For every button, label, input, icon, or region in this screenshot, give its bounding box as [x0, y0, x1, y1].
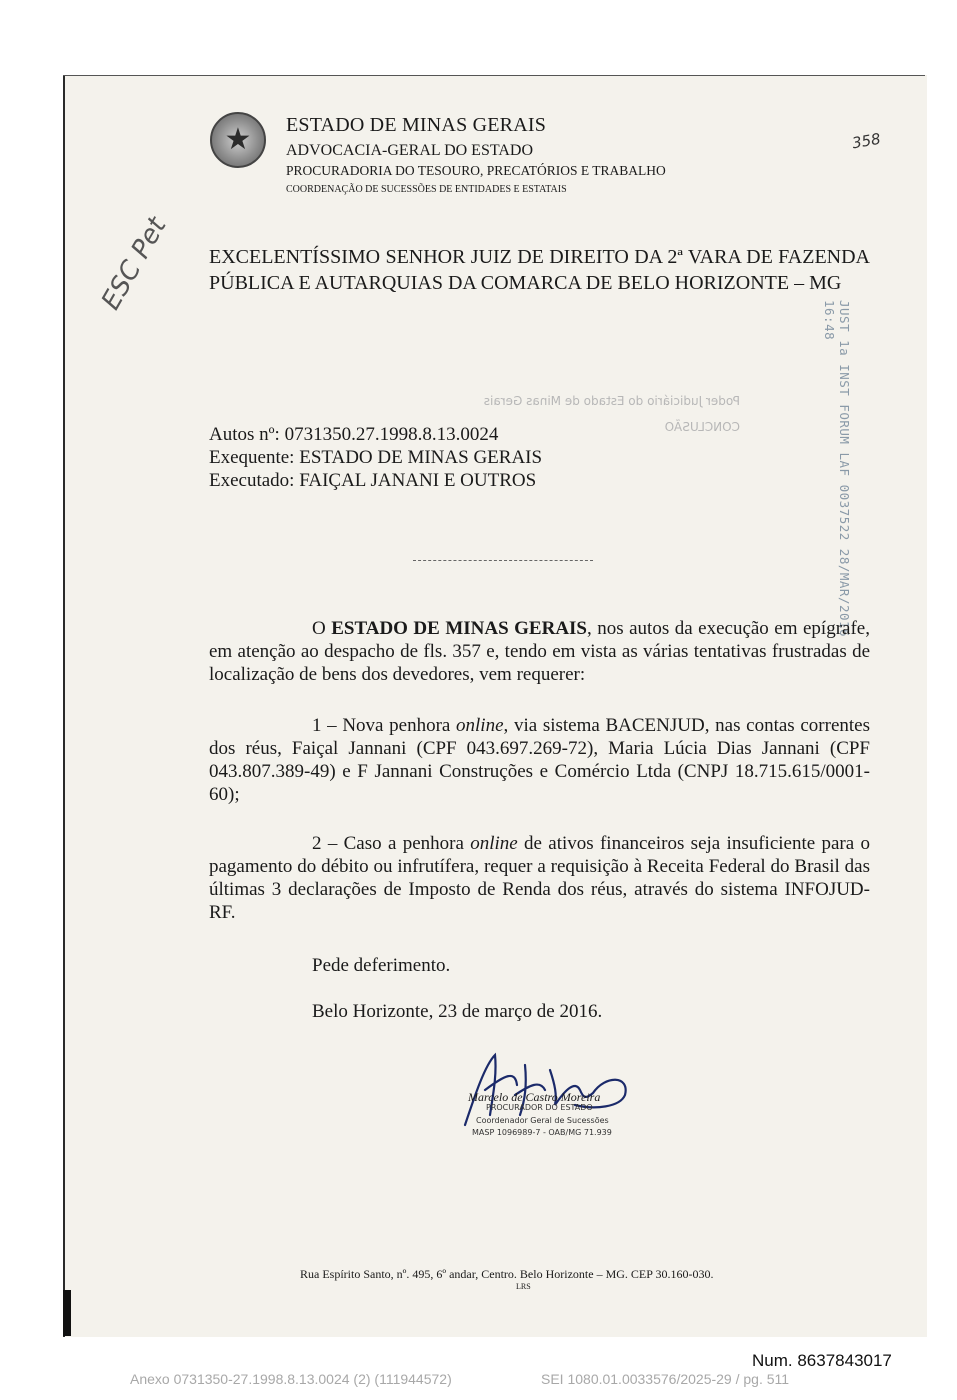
- case-number: Autos nº: 0731350.27.1998.8.13.0024: [209, 424, 499, 445]
- p1-bold: ESTADO DE MINAS GERAIS: [331, 618, 587, 639]
- header-state: ESTADO DE MINAS GERAIS: [286, 114, 547, 136]
- p3-italic: online: [470, 833, 518, 854]
- p3-rest: de ativos financeiros seja insuficiente para o pagamento do débito ou infrutífera, requer a requisição à Receita Federal do Brasil das últimas 3 declarações de Imposto de Renda dos réus, através do sistema INFOJUD-RF.: [209, 833, 870, 923]
- attachment-reference: Anexo 0731350-27.1998.8.13.0024 (2) (111944572): [130, 1371, 452, 1387]
- signer-role: Coordenador Geral de Sucessões: [476, 1116, 609, 1125]
- paragraph-item-1: [209, 714, 870, 806]
- dashed-line: [413, 560, 593, 562]
- case-info: [209, 423, 542, 492]
- addressee: EXCELENTÍSSIMO SENHOR JUIZ DE DIREITO DA 2ª VARA DE FAZENDA PÚBLICA E AUTARQUIAS DA COMARCA DE BELO HORIZONTE – MG: [209, 246, 870, 294]
- case-defendant: Executado: FAIÇAL JANANI E OUTROS: [209, 470, 537, 491]
- header-department: PROCURADORIA DO TESOURO, PRECATÓRIOS E TRABALHO: [286, 163, 666, 178]
- paragraph-request-intro: [209, 617, 870, 686]
- p2-prefix: 1 – Nova penhora: [312, 715, 457, 736]
- page-number-handwritten: 358: [850, 129, 882, 153]
- closing-request: Pede deferimento.: [312, 955, 451, 976]
- margin-handwritten-note: ESC Pet: [96, 212, 173, 315]
- scan-top-edge: [63, 75, 925, 76]
- p2-rest: , via sistema BACENJUD, nas contas correntes dos réus, Faiçal Jannani (CPF 043.697.269-72), Maria Lúcia Dias Jannani (CPF 043.807.389-49) e F Jannani Construções e Comércio Ltda (CNPJ 18.715.615/0001-60);: [209, 715, 870, 805]
- signer-ids: MASP 1096989-7 - OAB/MG 71.939: [472, 1128, 612, 1137]
- footer-initials: LRS: [516, 1282, 531, 1291]
- signer-name: Marcelo de Castro Moreira: [468, 1090, 601, 1104]
- state-coat-of-arms-icon: [210, 112, 266, 168]
- p1-prefix: O: [312, 618, 332, 639]
- document-date: Belo Horizonte, 23 de março de 2016.: [312, 1001, 603, 1022]
- case-plaintiff: Exequente: ESTADO DE MINAS GERAIS: [209, 447, 543, 468]
- p2-italic: online: [456, 715, 504, 736]
- p3-prefix: 2 – Caso a penhora: [312, 833, 471, 854]
- header-coordination: COORDENAÇÃO DE SUCESSÕES DE ENTIDADES E ESTATAIS: [286, 184, 567, 195]
- header-agency: ADVOCACIA-GERAL DO ESTADO: [286, 142, 533, 159]
- mirrored-stamp-line1: Poder Judiciário do Estado de Minas Gerais: [483, 394, 740, 408]
- signer-title: PROCURADOR DO ESTADO: [486, 1103, 593, 1112]
- document-number: Num. 8637843017: [752, 1351, 892, 1370]
- footer-address: Rua Espírito Santo, nº. 495, 6º andar, Centro. Belo Horizonte – MG. CEP 30.160-030.: [300, 1267, 714, 1281]
- p1-rest: , nos autos da execução em epígrafe, em atenção ao despacho de fls. 357 e, tendo em vista as várias tentativas frustradas de localização de bens dos devedores, vem requerer:: [209, 618, 870, 685]
- protocol-stamp: JUST 1a INST FORUM LAF 0037522 28/MAR/2016 16:48: [822, 300, 852, 638]
- scan-dark-corner: [63, 1290, 71, 1336]
- sei-reference: SEI 1080.01.0033576/2025-29 / pg. 511: [541, 1371, 790, 1387]
- paragraph-item-2: [209, 832, 870, 924]
- mirrored-stamp-line2: CONCLUSÃO: [664, 420, 740, 434]
